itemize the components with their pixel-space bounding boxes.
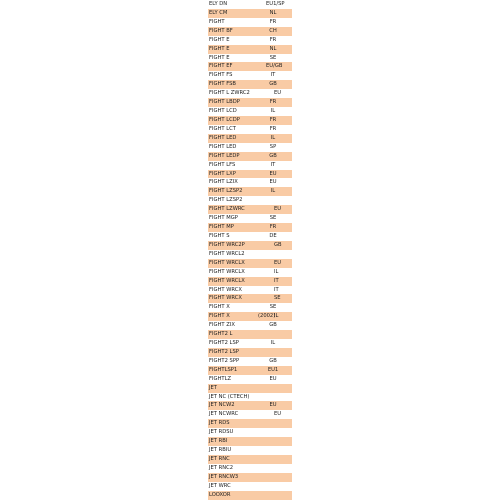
model-name: JET NCW2 [209, 402, 235, 409]
list-item [208, 45, 292, 54]
list-item [208, 446, 292, 455]
country-code: IT [270, 161, 276, 168]
model-name: JET WRC [209, 482, 231, 489]
list-item [208, 401, 292, 410]
list-item [208, 107, 292, 116]
model-name: FIGHT2 L [209, 331, 233, 338]
model-name: FIGHT LED [209, 143, 237, 150]
model-name: FIGHT FSB [209, 81, 236, 88]
model-name: FIGHT LEDP [209, 152, 240, 159]
list-item [208, 473, 292, 482]
country-code: IL [274, 313, 279, 320]
country-code: FR [269, 99, 277, 106]
list-item [208, 330, 292, 339]
model-name: JET RNC2 [209, 464, 234, 471]
country-code: IL [270, 188, 276, 195]
list-item [208, 491, 292, 500]
country-code: GB [269, 322, 277, 329]
list-item [208, 375, 292, 384]
list-item [208, 54, 292, 63]
model-name: FIGHT E [209, 54, 230, 61]
list-item [208, 98, 292, 107]
country-code: EU [274, 259, 282, 266]
model-name: JET RDSU [209, 429, 234, 436]
country-code: FR [269, 18, 277, 25]
model-name: LOOXOR [209, 491, 231, 498]
list-item [208, 232, 292, 241]
country-code: EU/GB [266, 63, 283, 70]
model-name: FIGHT L ZWRC2 [209, 90, 250, 97]
list-item [208, 321, 292, 330]
list-item [208, 303, 292, 312]
list-item [208, 348, 292, 357]
list-item [208, 80, 292, 89]
list-item [208, 428, 292, 437]
model-name: FIGHT MGP [209, 215, 238, 222]
list-item [208, 312, 292, 321]
country-code: IT [270, 72, 276, 79]
country-code: CH [269, 27, 277, 34]
model-name: FIGHT E [209, 36, 230, 43]
model-country-list [208, 0, 292, 500]
model-name: ELY CM [209, 9, 228, 16]
country-code: EU [269, 170, 277, 177]
model-name: JET RNC [209, 456, 230, 463]
country-code: IL [270, 134, 276, 141]
country-code: DE [269, 232, 277, 239]
model-name: FIGHT [209, 18, 225, 25]
list-item [208, 241, 292, 250]
country-code: EU1 [267, 366, 279, 373]
list-item [208, 277, 292, 286]
list-item [208, 143, 292, 152]
list-item [208, 286, 292, 295]
model-name: FIGHT2 SPP [209, 357, 240, 364]
model-name: FIGHT WRC2P [209, 241, 245, 248]
country-code: EU [274, 90, 282, 97]
model-name: FIGHT LXP [209, 170, 236, 177]
country-code: EU [269, 375, 277, 382]
country-code: IT [274, 286, 279, 293]
model-name: FIGHT2 LSP [209, 348, 239, 355]
list-item [208, 384, 292, 393]
country-code: EU [274, 206, 282, 213]
country-code: GB [269, 81, 277, 88]
country-code: GB [269, 357, 277, 364]
list-item [208, 9, 292, 18]
country-code: NL [269, 45, 277, 52]
list-item [208, 27, 292, 36]
model-name: FIGHT FS [209, 72, 233, 79]
model-note: (2002) [258, 313, 276, 320]
country-code: IL [270, 340, 276, 347]
model-name: FIGHT WRCLX [209, 259, 245, 266]
list-item [208, 410, 292, 419]
country-code: IL [270, 108, 276, 115]
model-name: JET RDS [209, 420, 230, 427]
country-code: EU [269, 179, 277, 186]
list-item [208, 339, 292, 348]
list-item [208, 0, 292, 9]
model-name: FIGHT ZIX [209, 322, 235, 329]
model-name: FIGHT LCDP [209, 116, 240, 123]
list-item [208, 89, 292, 98]
country-code: IT [274, 277, 279, 284]
list-item [208, 464, 292, 473]
list-item [208, 259, 292, 268]
list-item [208, 393, 292, 402]
model-name: JET [209, 384, 217, 391]
model-name: FIGHTLSP1 [209, 366, 238, 373]
country-code: GB [274, 241, 282, 248]
country-code: FR [269, 125, 277, 132]
country-code: EU1/SP [266, 1, 285, 7]
model-name: FIGHT EF [209, 63, 233, 70]
model-name: FIGHT WRCLX [209, 277, 245, 284]
model-name: FIGHT LZSP2 [209, 188, 243, 195]
country-code: SE [274, 295, 281, 302]
list-item [208, 268, 292, 277]
list-item [208, 205, 292, 214]
list-item [208, 18, 292, 27]
list-item [208, 36, 292, 45]
list-item [208, 214, 292, 223]
list-item [208, 196, 292, 205]
model-name: FIGHT LCT [209, 125, 236, 132]
country-code: SP [269, 143, 277, 150]
model-name: FIGHT BF [209, 27, 233, 34]
list-item [208, 62, 292, 71]
model-name: ELY DN [209, 1, 228, 7]
list-item [208, 357, 292, 366]
model-name: FIGHTLZ [209, 375, 232, 382]
list-item [208, 437, 292, 446]
list-item [208, 482, 292, 491]
model-name: JET RBIU [209, 447, 232, 454]
model-name: FIGHT LZIX [209, 179, 238, 186]
model-name: FIGHT WRCX [209, 295, 242, 302]
model-name: FIGHT X [209, 304, 230, 311]
list-item [208, 161, 292, 170]
list-item [208, 187, 292, 196]
model-name: FIGHT S [209, 232, 230, 239]
list-item [208, 294, 292, 303]
model-name: JET NC (CTECH) [209, 393, 250, 400]
list-item [208, 125, 292, 134]
list-item [208, 419, 292, 428]
model-name: FIGHT LCD [209, 108, 237, 115]
country-code: SE [269, 215, 277, 222]
list-item [208, 71, 292, 80]
model-name: JET NCWRC [209, 411, 239, 418]
country-code: SE [269, 54, 277, 61]
country-code: EU [274, 411, 282, 418]
model-name: FIGHT E [209, 45, 230, 52]
model-name: FIGHT LZWRC [209, 206, 245, 213]
list-item [208, 455, 292, 464]
model-name: FIGHT WRCL2 [209, 250, 245, 257]
model-name: FIGHT LFS [209, 161, 236, 168]
list-item [208, 250, 292, 259]
country-code: NL [269, 9, 277, 16]
country-code: EU [269, 402, 277, 409]
list-item [208, 178, 292, 187]
model-name: FIGHT MP [209, 224, 234, 231]
list-item [208, 366, 292, 375]
model-name: FIGHT X [209, 313, 230, 320]
list-item [208, 152, 292, 161]
country-code: SE [269, 304, 277, 311]
list-item [208, 170, 292, 179]
model-name: FIGHT LED [209, 134, 237, 141]
country-code: IL [274, 268, 279, 275]
model-name: FIGHT LZSP2 [209, 197, 243, 204]
model-name: FIGHT WRCLX [209, 268, 245, 275]
country-code: FR [269, 116, 277, 123]
model-name: FIGHT LBDP [209, 99, 240, 106]
list-item [208, 116, 292, 125]
list-item [208, 223, 292, 232]
model-name: FIGHT WRCX [209, 286, 242, 293]
country-code: GB [269, 152, 277, 159]
country-code: FR [269, 224, 277, 231]
list-item [208, 134, 292, 143]
model-name: FIGHT2 LSP [209, 340, 239, 347]
country-code: FR [269, 36, 277, 43]
model-name: JET RBI [209, 438, 228, 445]
model-name: JET RNCW3 [209, 473, 239, 480]
